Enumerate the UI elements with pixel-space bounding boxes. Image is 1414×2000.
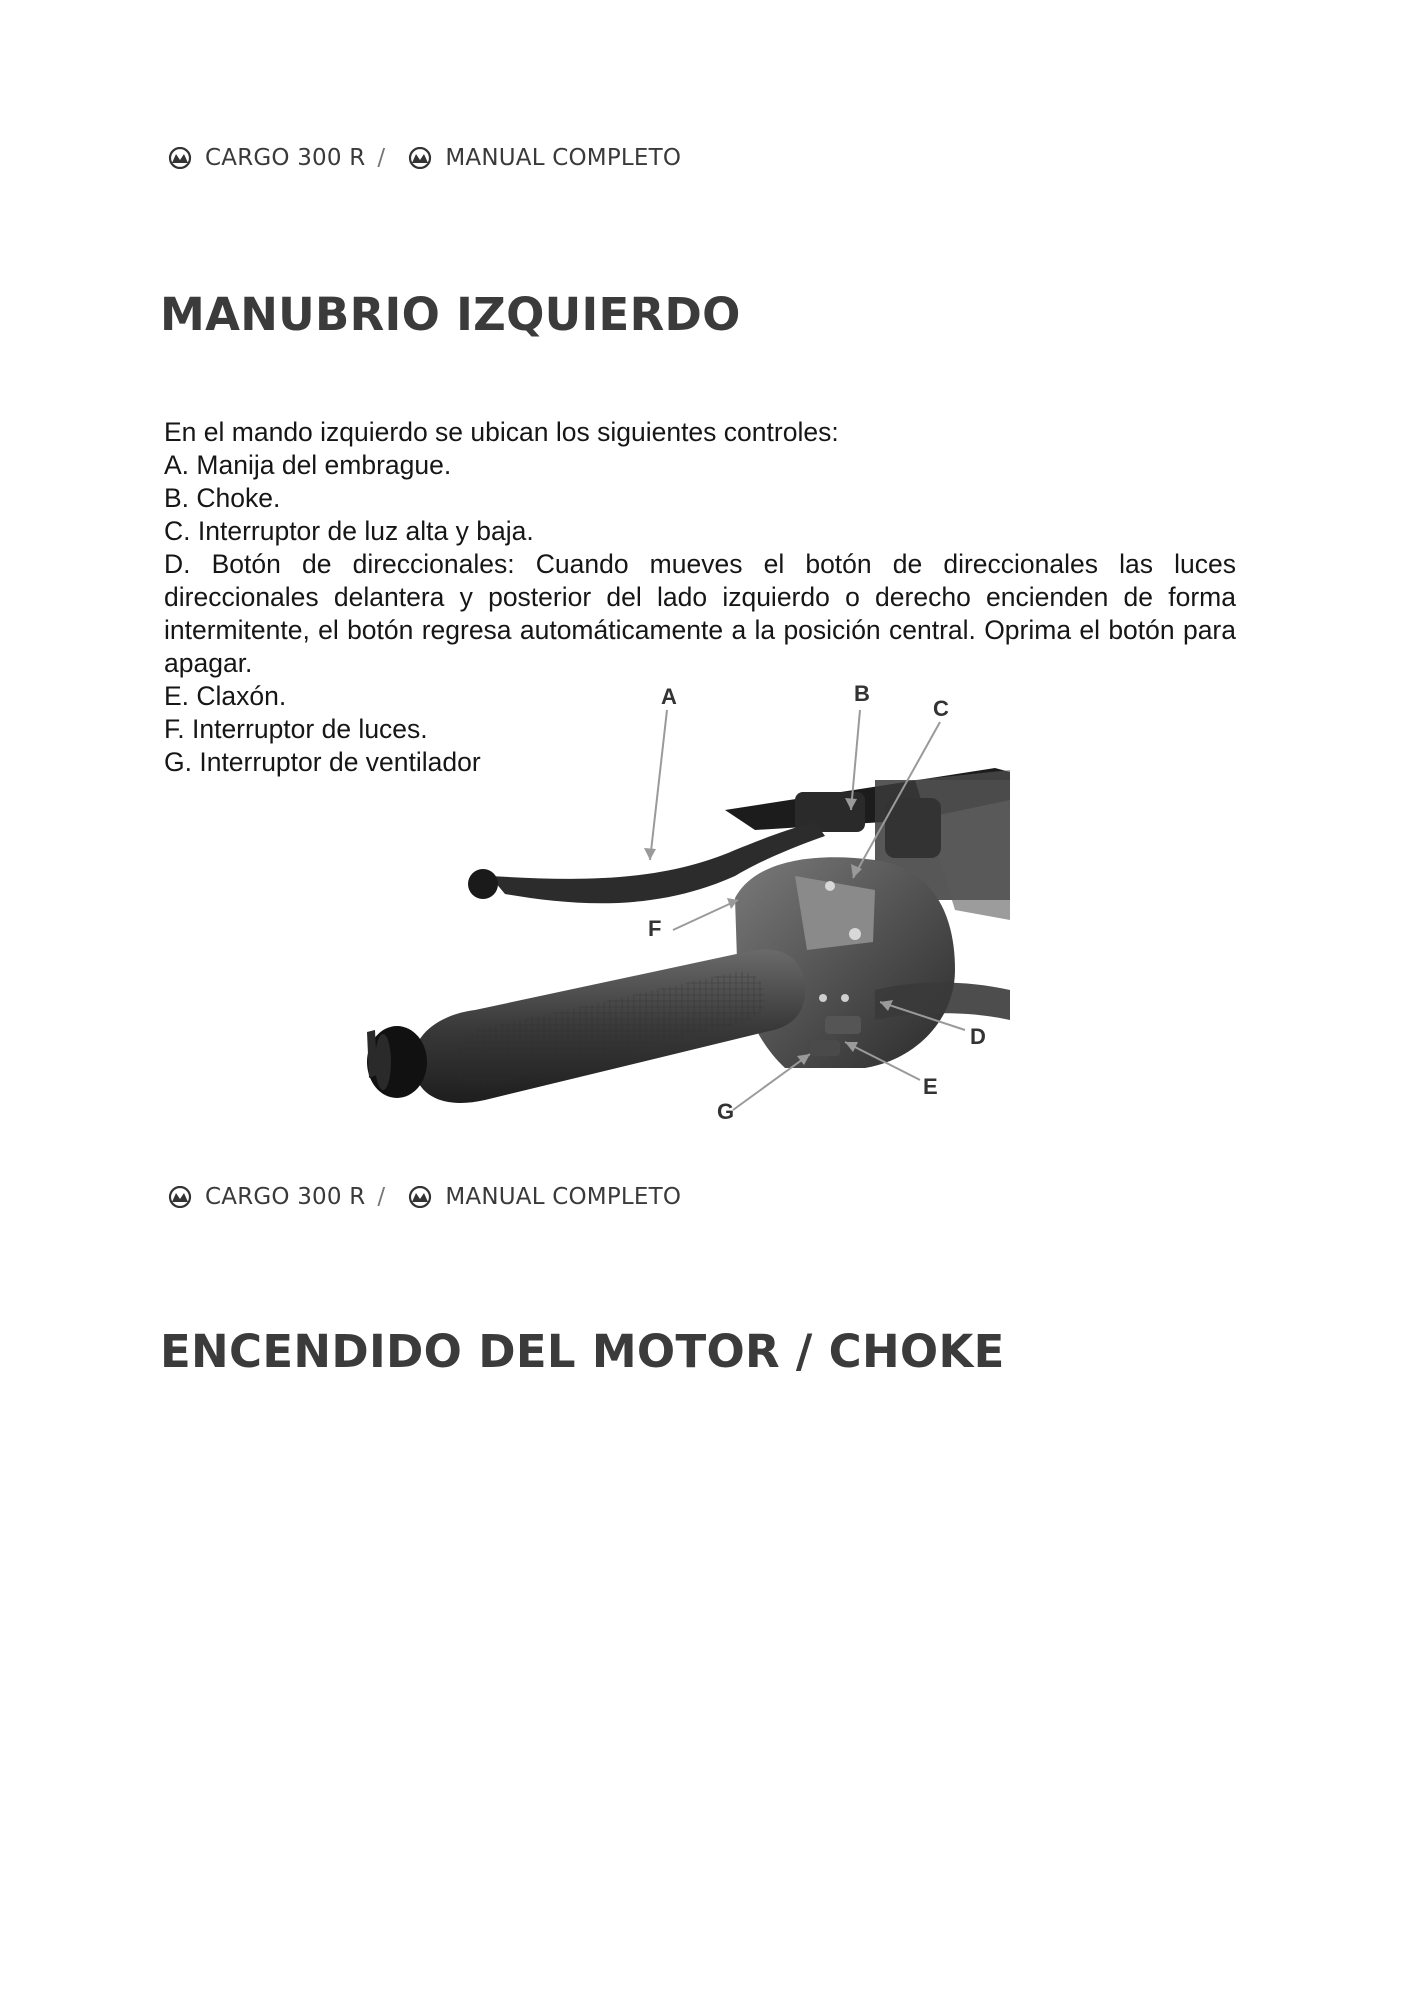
- breadcrumb-model: CARGO 300 R: [205, 145, 366, 171]
- breadcrumb: [167, 141, 681, 175]
- brand-logo-icon: [407, 147, 433, 169]
- list-item: C. Interruptor de luz alta y baja.: [164, 516, 534, 546]
- leader-line-g: [733, 1054, 810, 1110]
- figure-label-g: G: [717, 1099, 735, 1124]
- breadcrumb: [167, 1180, 681, 1214]
- breadcrumb-manual: MANUAL COMPLETO: [445, 145, 682, 171]
- intro-text: En el mando izquierdo se ubican los siguientes controles:: [164, 417, 839, 447]
- list-item: B. Choke.: [164, 483, 281, 513]
- list-item: E. Claxón.: [164, 681, 287, 711]
- handlebar-illustration: [355, 680, 1015, 1140]
- section-title-encendido: ENCENDIDO DEL MOTOR / CHOKE: [160, 1325, 1005, 1378]
- brand-logo-icon: [167, 147, 193, 169]
- breadcrumb-separator: /: [377, 145, 386, 171]
- brand-logo-icon: [407, 1186, 433, 1208]
- leader-line-a: [650, 710, 667, 860]
- list-item-direccionales: D. Botón de direccionales: Cuando mueves el botón de direccionales las luces direccionales delantera y posterior del lado izquierdo o derecho encienden de forma intermitente, el botón regresa automáticamente a la posición central. Oprima el botón para apagar.: [164, 549, 1236, 678]
- list-item: A. Manija del embrague.: [164, 450, 452, 480]
- controls-list-top: [164, 416, 839, 548]
- brand-logo-icon: [167, 1186, 193, 1208]
- breadcrumb-separator: /: [377, 1184, 386, 1210]
- figure-label-e: E: [923, 1074, 938, 1099]
- handlebar-figure: [355, 680, 1015, 1140]
- figure-label-c: C: [933, 696, 949, 721]
- leader-line-f: [673, 900, 738, 930]
- turn-signal-button: [825, 1016, 861, 1034]
- lever-ball-end: [468, 869, 498, 899]
- figure-label-a: A: [661, 684, 677, 709]
- figure-label-d: D: [970, 1024, 986, 1049]
- figure-label-f: F: [648, 916, 662, 941]
- list-item: G. Interruptor de ventilador: [164, 747, 481, 777]
- list-item: F. Interruptor de luces.: [164, 714, 428, 744]
- breadcrumb-model: CARGO 300 R: [205, 1184, 366, 1210]
- horn-button: [810, 1040, 840, 1056]
- section-title-manubrio: MANUBRIO IZQUIERDO: [160, 288, 741, 341]
- figure-label-b: B: [854, 681, 870, 706]
- breadcrumb-manual: MANUAL COMPLETO: [445, 1184, 682, 1210]
